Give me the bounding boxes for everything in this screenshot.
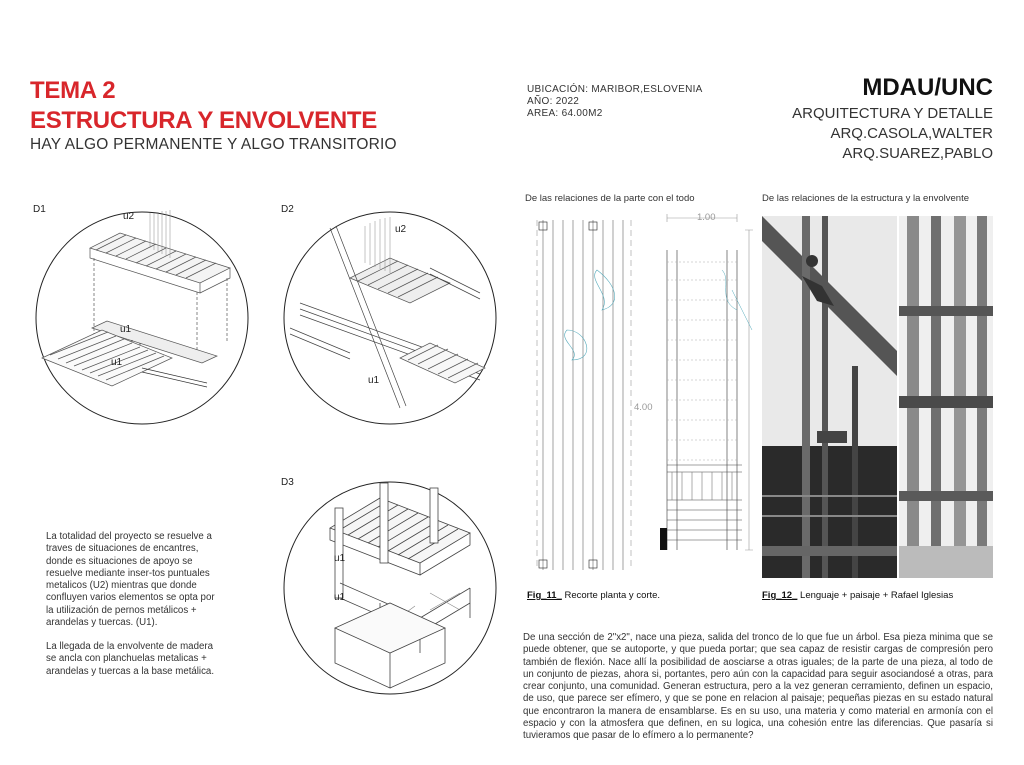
structure-description: La totalidad del proyecto se resuelve a traves de situaciones de encantres, donde es situaciones de apoyo se resuelve mediante inser-tos puntuales metalicos (U2) mientras que donde confluyen varios elementos se opta por la utilización de pernos metálicos + arandelas y tuercas. (U1). bbox=[46, 531, 215, 629]
d3-u1-label-a: u1 bbox=[334, 553, 346, 564]
d2-u1-label: u1 bbox=[368, 375, 380, 386]
page-title: ESTRUCTURA Y ENVOLVENTE bbox=[30, 107, 377, 134]
detail-label-d3: D3 bbox=[281, 477, 294, 488]
dimension-width: 1.00 bbox=[697, 212, 716, 223]
fig12-photo-right bbox=[899, 216, 993, 578]
year: AÑO: 2022 bbox=[527, 96, 580, 107]
d1-u1-label-b: u1 bbox=[111, 357, 123, 368]
d1-u1-label-a: u1 bbox=[120, 324, 132, 335]
author-1: ARQ.CASOLA,WALTER bbox=[830, 125, 993, 142]
tema-number: TEMA 2 bbox=[30, 77, 116, 104]
brand-name: MDAU/UNC bbox=[862, 74, 993, 101]
course-name: ARQUITECTURA Y DETALLE bbox=[792, 105, 993, 122]
fig12-header: De las relaciones de la estructura y la envolvente bbox=[762, 193, 970, 204]
detail-d1-drawing bbox=[32, 208, 252, 428]
page-subtitle: HAY ALGO PERMANENTE Y ALGO TRANSITORIO bbox=[30, 136, 397, 153]
envelope-description: La llegada de la envolvente de madera se ancla con planchuelas metalicas + arandelas y tuercas a la base metálica. bbox=[46, 641, 215, 677]
d1-u2-label: u2 bbox=[123, 211, 135, 222]
detail-label-d1: D1 bbox=[33, 204, 46, 215]
fig12-caption bbox=[762, 590, 953, 601]
fig11-label: Fig_11_ bbox=[527, 590, 562, 601]
fig11-caption bbox=[527, 590, 660, 601]
fig12-caption-text: Lenguaje + paisaje + Rafael Iglesias bbox=[797, 590, 954, 601]
fig11-plan-section-drawing bbox=[527, 210, 759, 580]
fig11-header: De las relaciones de la parte con el todo bbox=[525, 193, 695, 204]
fig12-label: Fig_12_ bbox=[762, 590, 798, 601]
detail-d2-drawing bbox=[280, 208, 500, 428]
d3-u1-label-b: u1 bbox=[334, 592, 346, 603]
location: UBICACIÓN: MARIBOR,ESLOVENIA bbox=[527, 84, 703, 95]
fig12-photo-left bbox=[762, 216, 897, 578]
essay-paragraph: De una sección de 2"x2", nace una pieza, salida del tronco de lo que fue un árbol. Esa pieza minima que se puede obtener, que se autoporte, y que pueda portar; que sea capaz de resistir cargas de compresión pero también de flexión. Nace allí la posibilidad de aosciarse a otras iguales; de la parte de una pieza, al todo de un conjunto de piezas, ahora si, portantes, pero aún con la capacidad para seguir asociandosé a otras, para crear conjunto, una comunidad. Generan estructura, pero a la vez generan cerramiento, definen un espacio, de uso, que parece ser efímero, y que se pone en relacion al paisaje; pequeñas piezas en su estado natural que encontraron la manera de ensamblarse. Es en su uso, una materia y como material en armonía con el espacio y con la atmosfera que definen, en su logica, una cohesión entre las diferencias. Que pasaría si tuvieramos que pasar de lo efímero a lo permanente? bbox=[523, 632, 993, 742]
detail-d3-drawing bbox=[280, 478, 500, 698]
author-2: ARQ.SUAREZ,PABLO bbox=[842, 145, 993, 162]
fig11-caption-text: Recorte planta y corte. bbox=[561, 590, 661, 601]
area: AREA: 64.00M2 bbox=[527, 108, 603, 119]
d2-u2-label: u2 bbox=[395, 224, 407, 235]
dimension-height: 4.00 bbox=[634, 402, 653, 413]
detail-label-d2: D2 bbox=[281, 204, 294, 215]
